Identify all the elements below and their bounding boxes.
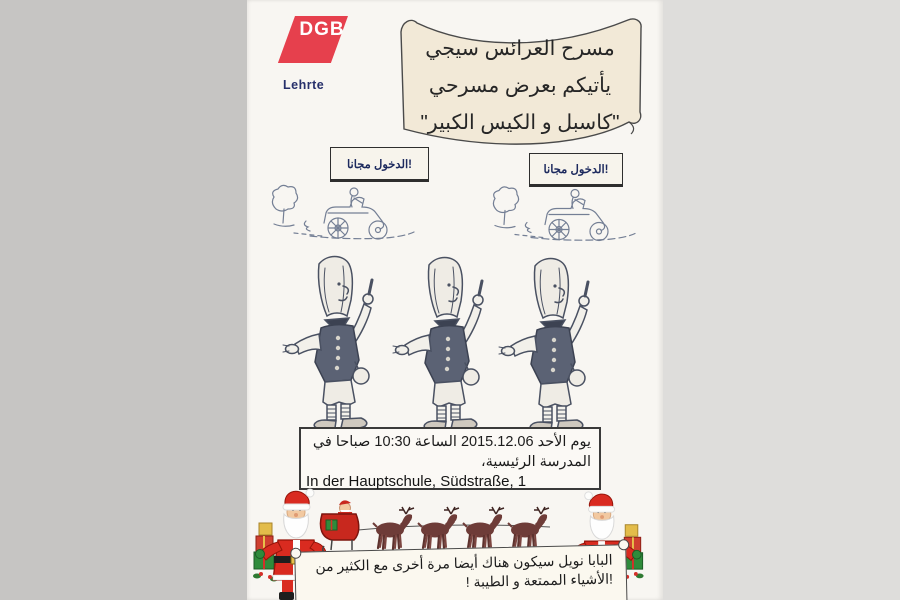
event-info-box [299, 427, 601, 490]
elf-illustration-2 [391, 243, 503, 431]
free-entry-label-right: !الدخول مجانا [543, 164, 609, 176]
elf-illustration-3 [497, 244, 609, 432]
elf-illustration-1 [281, 242, 393, 430]
free-entry-box-left [330, 147, 429, 182]
event-place-line: المدرسة الرئيسية، [480, 454, 591, 470]
title-line-2: يأتيكم بعرض مسرحي [428, 74, 612, 97]
vintage-car-illustration-right [487, 183, 639, 248]
vintage-car-illustration-left [266, 183, 418, 245]
title-line-3: "كاسبل و الكيس الكبير" [420, 111, 620, 134]
santa-note-line-1: البابا نويل سيكون هناك أيضا مرة أخرى مع الكثير من [315, 551, 613, 575]
title-banner-text [402, 30, 638, 141]
dgb-logo-text: DGB [299, 19, 345, 40]
free-entry-label-left: !الدخول مجانا [347, 158, 412, 171]
scanner-background-left [0, 0, 247, 600]
santa-note-scroll [294, 544, 628, 600]
free-entry-box-right [529, 153, 623, 187]
title-line-1: مسرح العرائس سيجي [425, 37, 615, 60]
scanner-background-right [663, 0, 900, 600]
santa-note-line-2: !الأشياء الممتعة و الطيبة ! [465, 570, 614, 590]
logo-city-label: Lehrte [283, 78, 325, 92]
event-date-line: يوم الأحد 2015.12.06 الساعة 10:30 صباحا في [312, 434, 591, 450]
event-address-line: In der Hauptschule, Südstraße, 1 [306, 473, 527, 490]
